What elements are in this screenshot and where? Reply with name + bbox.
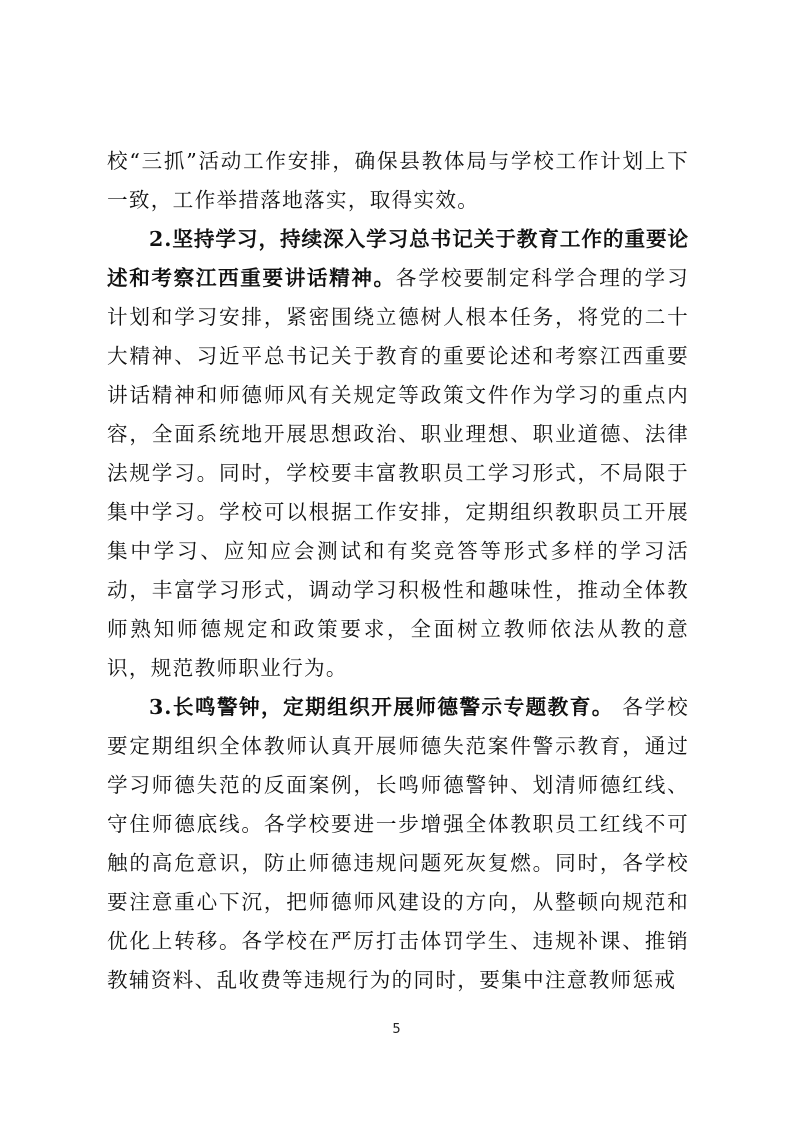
body-text — [107, 142, 689, 1000]
paragraph-heading: 2.坚持学习，持续深入学习总书记关于教育工作的重要论述和考察江西重要讲话精神。 — [107, 227, 689, 290]
paragraph-text: 各学校要制定科学合理的学习计划和学习安排，紧密围绕立德树人根本任务，将党的二十大精神、习近平总书记关于教育的重要论述和考察江西重要讲话精神和师德师风有关规定等政策文件作为学习的重点内容，全面系统地开展思想政治、职业理想、职业道德、法律法规学习。同时，学校要丰富教职员工学习形式，不局限于集中学习。学校可以根据工作安排，定期组织教职员工开展集中学习、应知应会测试和有奖竞答等形式多样的学习活动，丰富学习形式，调动学习积极性和趣味性，推动全体教师熟知师德规定和政策要求，全面树立教师依法从教的意识，规范教师职业行为。 — [107, 266, 690, 680]
paragraph-text: 校“三抓”活动工作安排，确保县教体局与学校工作计划上下一致，工作举措落地落实，取得实效。 — [107, 149, 689, 212]
paragraph-text: 各学校要定期组织全体教师认真开展师德失范案件警示教育，通过学习师德失范的反面案例，长鸣师德警钟、划清师德红线、守住师德底线。各学校要进一步增强全体教职员工红线不可触的高危意识，防止师德违规问题死灰复燃。同时，各学校要注意重心下沉，把师德师风建设的方向，从整顿向规范和优化上转移。各学校在严厉打击体罚学生、违规补课、推销教辅资料、乱收费等违规行为的同时，要集中注意教师惩戒 — [107, 695, 690, 992]
paragraph-item-2 — [107, 220, 689, 688]
paragraph-continuation — [107, 142, 689, 220]
paragraph-heading: 3.长鸣警钟，定期组织开展师德警示专题教育。 — [149, 695, 614, 719]
page-number: 5 — [392, 1022, 401, 1037]
paragraph-item-3 — [107, 688, 689, 1000]
